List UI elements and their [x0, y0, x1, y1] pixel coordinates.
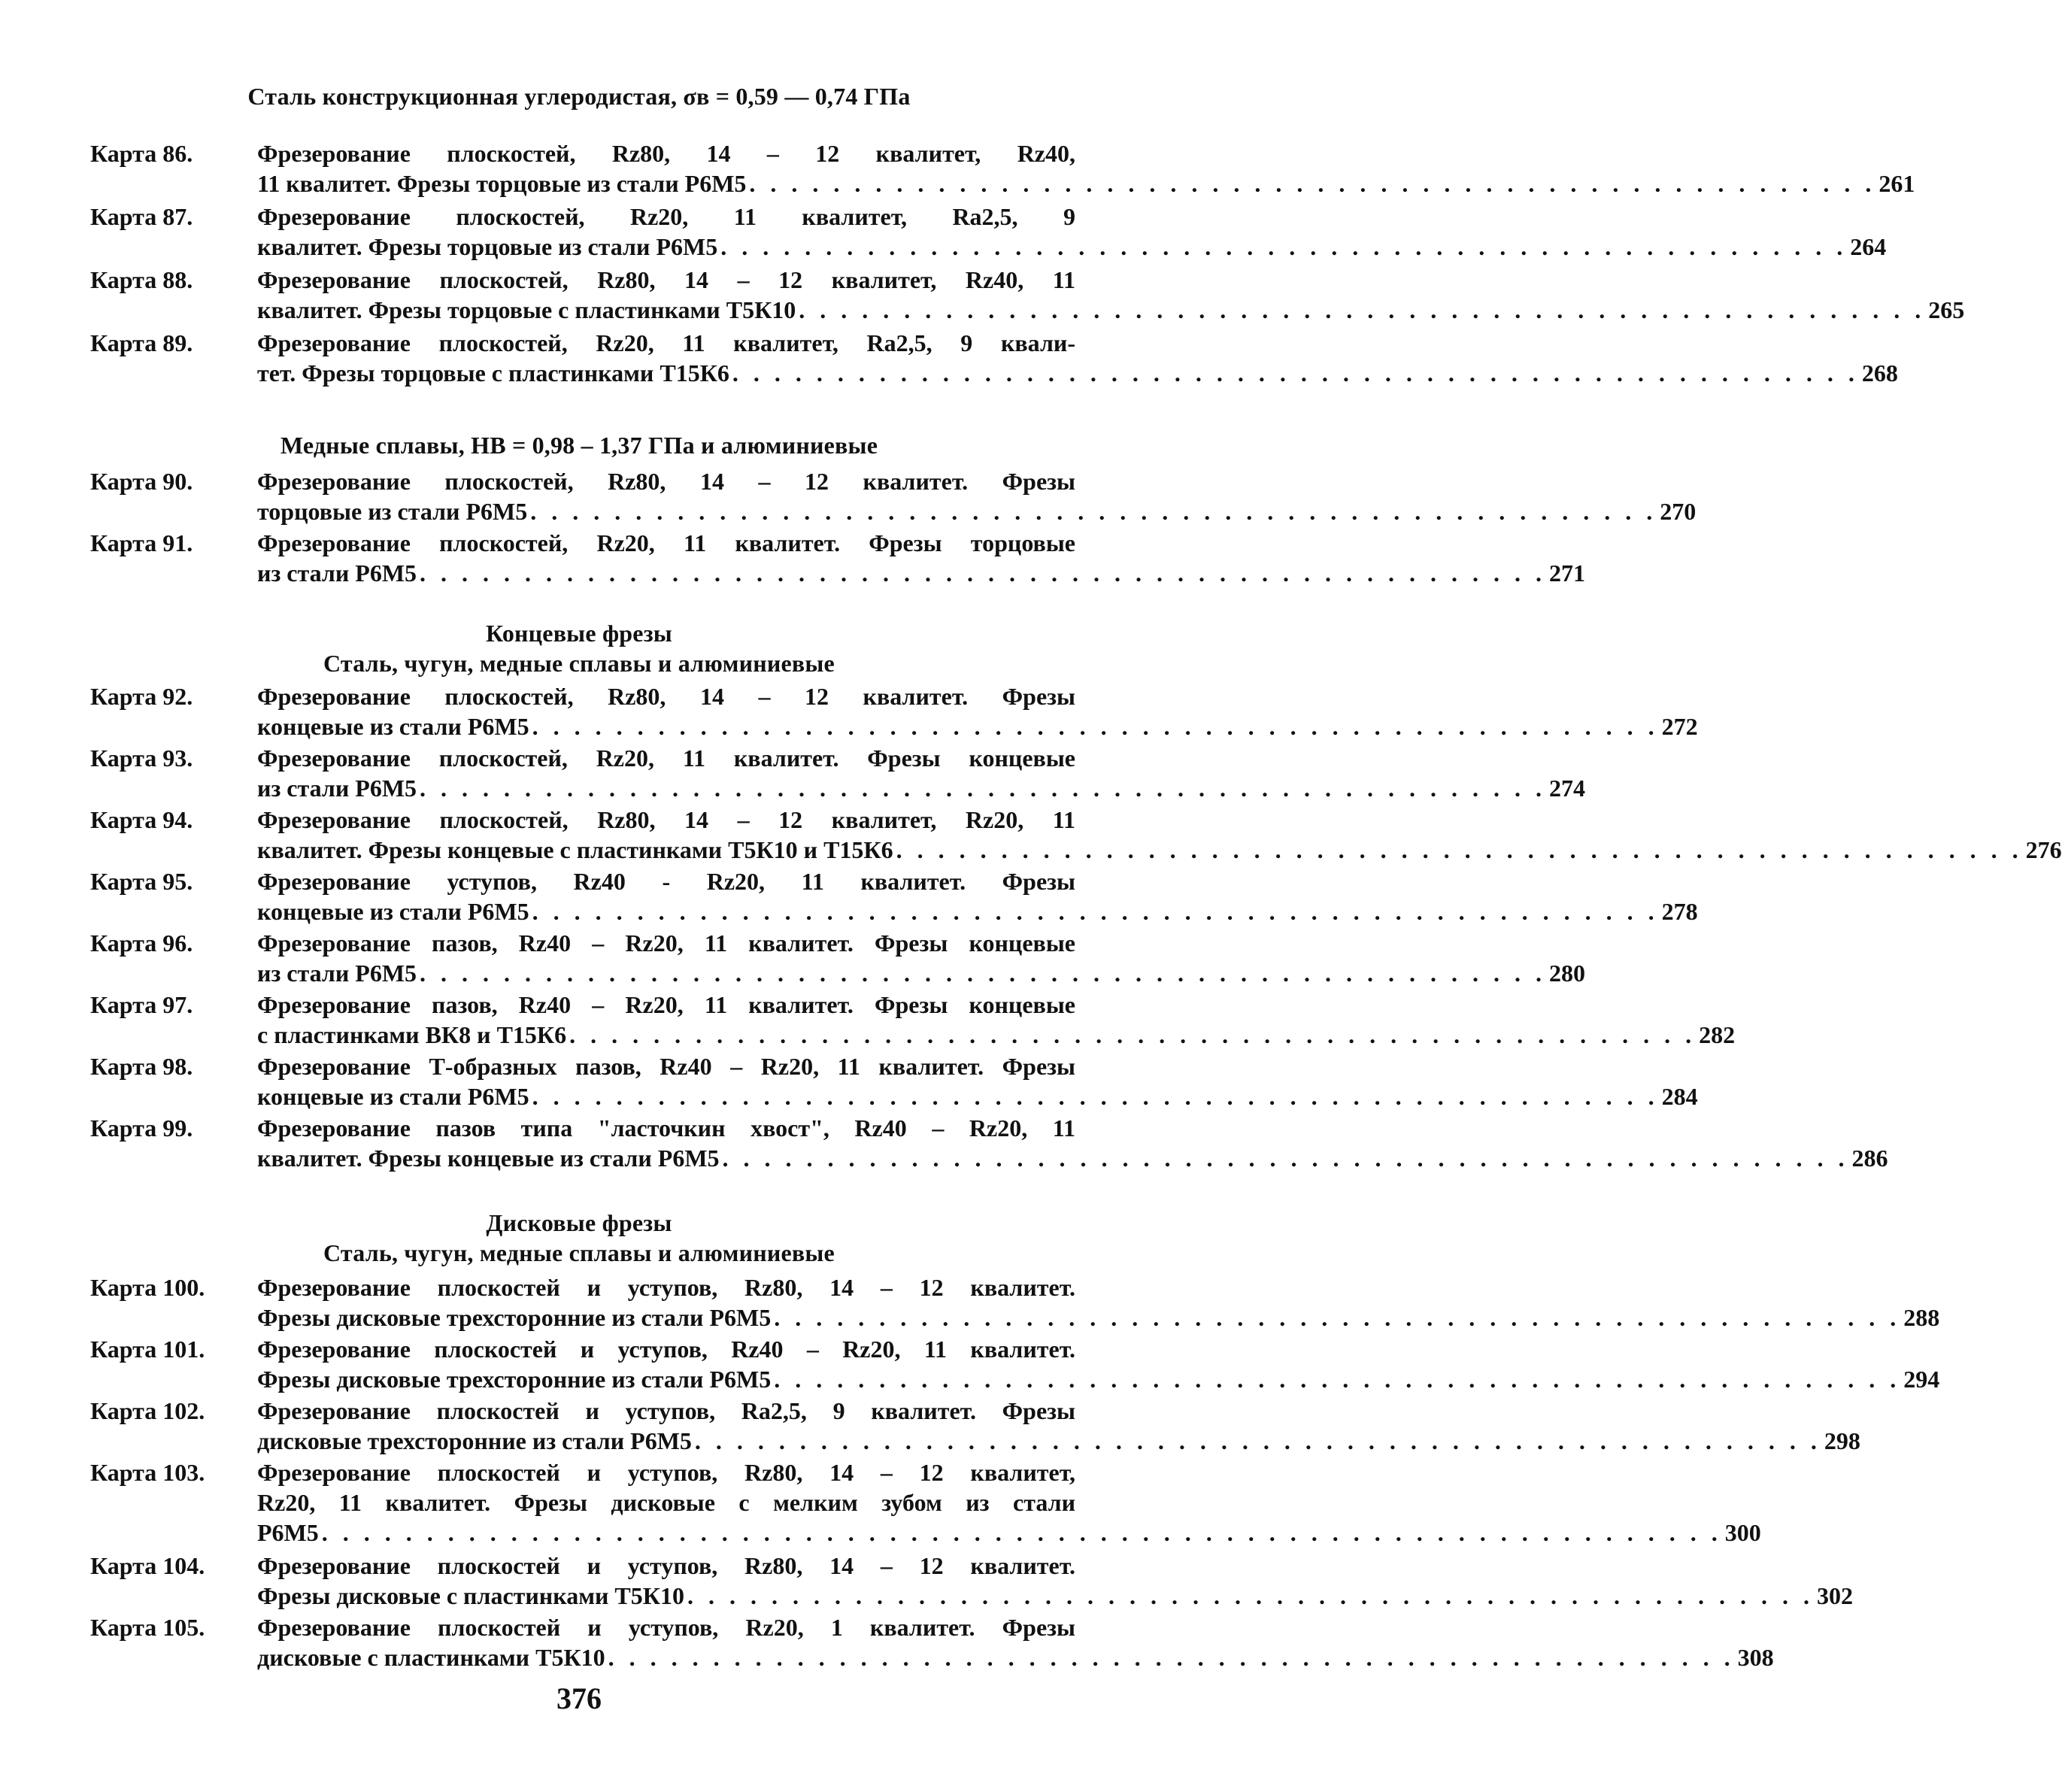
entry-line: Фрезерование плоскостей, Rz80, 14 – 12 квалитет, Rz40,	[257, 140, 1075, 167]
card-number: Карта 95.	[90, 868, 193, 895]
entry-description	[257, 1396, 1860, 1456]
section-heading-end-mills: Концевые фрезы	[486, 620, 672, 647]
entry-last-line	[257, 835, 2062, 865]
entry-last-line	[257, 496, 1697, 526]
section-heading-copper: Медные сплавы, HB = 0,98 – 1,37 ГПа и алюминиевые	[280, 432, 878, 459]
entry-last-line	[257, 1642, 1774, 1672]
entry-description	[257, 928, 1586, 988]
entry-line-text: концевые из стали Р6М5	[257, 898, 529, 925]
page-reference: 274	[1549, 775, 1586, 802]
entry-line-text: дисковые трехсторонние из стали Р6М5	[257, 1427, 692, 1454]
dot-leader: . . . . . . . . . . . . . . . . . . . . . . . . . . . . . . . . . . . . . . . . . . . . . . . . . . . . . .	[774, 1366, 1901, 1393]
entry-description	[257, 743, 1586, 803]
card-number: Карта 102.	[90, 1397, 205, 1424]
entry-description	[257, 466, 1697, 526]
entry-line-text: с пластинками ВК8 и Т15К6	[257, 1021, 567, 1048]
page-reference: 298	[1824, 1427, 1860, 1454]
card-number: Карта 92.	[90, 683, 193, 710]
entry-description	[257, 1051, 1698, 1111]
entry-line: Фрезерование пазов, Rz40 – Rz20, 11 квалитет. Фрезы концевые	[257, 929, 1075, 957]
entry-line: Фрезерование уступов, Rz40 - Rz20, 11 квалитет. Фрезы	[257, 868, 1075, 895]
entry-last-line	[257, 773, 1586, 803]
entry-line: Фрезерование плоскостей, Rz20, 11 квалитет, Ra2,5, 9 квали-	[257, 329, 1075, 356]
card-number: Карта 99.	[90, 1114, 193, 1142]
card-number: Карта 105.	[90, 1614, 205, 1641]
card-number: Карта 88.	[90, 266, 193, 293]
card-number: Карта 97.	[90, 991, 193, 1018]
entry-line-text: 11 квалитет. Фрезы торцовые из стали Р6М5	[257, 170, 747, 197]
entry-line-text: тет. Фрезы торцовые с пластинками Т15К6	[257, 359, 729, 387]
entry-description	[257, 866, 1698, 926]
dot-leader: . . . . . . . . . . . . . . . . . . . . . . . . . . . . . . . . . . . . . . . . . . . . . . . . . . . . . .	[532, 898, 1659, 925]
entry-description	[257, 1334, 1940, 1394]
entry-line: Фрезерование плоскостей и уступов, Rz80, 14 – 12 квалитет.	[257, 1274, 1075, 1301]
dot-leader: . . . . . . . . . . . . . . . . . . . . . . . . . . . . . . . . . . . . . . . . . . . . . . . . . . . . . .	[896, 836, 2023, 863]
dot-leader: . . . . . . . . . . . . . . . . . . . . . . . . . . . . . . . . . . . . . . . . . . . . . . . . . . . . . .	[420, 775, 1547, 802]
entry-line: Фрезерование плоскостей, Rz80, 14 – 12 квалитет. Фрезы	[257, 468, 1075, 495]
dot-leader: . . . . . . . . . . . . . . . . . . . . . . . . . . . . . . . . . . . . . . . . . . . . . . . . . . . . . .	[687, 1582, 1814, 1609]
entry-last-line	[257, 711, 1698, 741]
card-number: Карта 89.	[90, 329, 193, 356]
dot-leader: . . . . . . . . . . . . . . . . . . . . . . . . . . . . . . . . . . . . . . . . . . . . . . . . . . . . . .	[799, 296, 1926, 323]
entry-last-line	[257, 1426, 1860, 1456]
entry-line-text: из стали Р6М5	[257, 960, 417, 987]
entry-description	[257, 138, 1915, 199]
dot-leader: . . . . . . . . . . . . . . . . . . . . . . . . . . . . . . . . . . . . . . . . . . . . . . . . . . . . . .	[732, 359, 1859, 387]
entry-description	[257, 990, 1736, 1050]
page-reference: 271	[1549, 559, 1586, 587]
page-reference: 272	[1661, 713, 1698, 740]
page-reference: 261	[1879, 170, 1915, 197]
dot-leader: . . . . . . . . . . . . . . . . . . . . . . . . . . . . . . . . . . . . . . . . . . . . . . . . . . . . . .	[420, 960, 1547, 987]
entry-description	[257, 1551, 1853, 1611]
entry-line: Фрезерование плоскостей и уступов, Rz20, 1 квалитет. Фрезы	[257, 1614, 1075, 1641]
entry-last-line	[257, 958, 1586, 988]
card-number: Карта 87.	[90, 203, 193, 230]
entry-line: Фрезерование плоскостей, Rz20, 11 квалитет. Фрезы торцовые	[257, 529, 1075, 556]
entry-line: Фрезерование плоскостей, Rz20, 11 квалитет. Фрезы концевые	[257, 744, 1075, 772]
page-reference: 264	[1850, 233, 1887, 260]
page-number: 376	[556, 1681, 602, 1715]
section-subheading-disc: Сталь, чугун, медные сплавы и алюминиевые	[323, 1239, 835, 1266]
dot-leader: . . . . . . . . . . . . . . . . . . . . . . . . . . . . . . . . . . . . . . . . . . . . . . . . . . . . . .	[530, 498, 1657, 525]
entry-line: Фрезерование плоскостей и уступов, Rz80, 14 – 12 квалитет,	[257, 1459, 1075, 1486]
entry-last-line	[257, 896, 1698, 926]
page-reference: 294	[1903, 1366, 1940, 1393]
entry-line-text: квалитет. Фрезы концевые с пластинками Т5К10 и Т15К6	[257, 836, 893, 863]
entry-description	[257, 1272, 1940, 1333]
entry-line-text: из стали Р6М5	[257, 559, 417, 587]
card-number: Карта 98.	[90, 1053, 193, 1080]
page-reference: 280	[1549, 960, 1586, 987]
entry-description	[257, 1612, 1774, 1672]
entry-description	[257, 1113, 1888, 1173]
entry-line-text: квалитет. Фрезы торцовые с пластинками Т5К10	[257, 296, 796, 323]
dot-leader: . . . . . . . . . . . . . . . . . . . . . . . . . . . . . . . . . . . . . . . . . . . . . . . . . . . . . .	[749, 170, 1876, 197]
entry-last-line	[257, 358, 1898, 388]
entry-line: Фрезерование плоскостей и уступов, Rz40 – Rz20, 11 квалитет.	[257, 1336, 1075, 1363]
card-number: Карта 103.	[90, 1459, 205, 1486]
page-reference: 265	[1928, 296, 1965, 323]
section-subheading-end-mills: Сталь, чугун, медные сплавы и алюминиевые	[323, 650, 835, 677]
entry-line: Фрезерование пазов типа "ласточкин хвост", Rz40 – Rz20, 11	[257, 1114, 1075, 1142]
dot-leader: . . . . . . . . . . . . . . . . . . . . . . . . . . . . . . . . . . . . . . . . . . . . . . . . . . . . . .	[608, 1644, 1735, 1671]
entry-line-text: Р6М5	[257, 1519, 319, 1546]
entry-line-text: из стали Р6М5	[257, 775, 417, 802]
entry-last-line	[257, 558, 1586, 588]
card-number: Карта 91.	[90, 529, 193, 556]
entry-line: Фрезерование плоскостей, Rz80, 14 – 12 квалитет, Rz20, 11	[257, 806, 1075, 833]
entry-description	[257, 528, 1586, 588]
dot-leader: . . . . . . . . . . . . . . . . . . . . . . . . . . . . . . . . . . . . . . . . . . . . . . . . . . . . . .	[420, 559, 1547, 587]
entry-line: Фрезерование пазов, Rz40 – Rz20, 11 квалитет. Фрезы концевые	[257, 991, 1075, 1018]
entry-last-line	[257, 232, 1887, 262]
card-number: Карта 93.	[90, 744, 193, 772]
section-heading-disc: Дисковые фрезы	[486, 1209, 672, 1236]
page-reference: 286	[1851, 1145, 1888, 1172]
entry-last-line	[257, 1302, 1940, 1333]
card-number: Карта 96.	[90, 929, 193, 957]
page-reference: 284	[1661, 1083, 1698, 1110]
entry-description	[257, 202, 1887, 262]
entry-line-text: торцовые из стали Р6М5	[257, 498, 528, 525]
entry-last-line	[257, 1518, 1761, 1548]
entry-last-line	[257, 1581, 1853, 1611]
page-reference: 278	[1661, 898, 1698, 925]
dot-leader: . . . . . . . . . . . . . . . . . . . . . . . . . . . . . . . . . . . . . . . . . . . . . . . . . . . . . .	[720, 233, 1848, 260]
entry-line-text: Фрезы дисковые трехсторонние из стали Р6М5	[257, 1304, 772, 1331]
dot-leader: . . . . . . . . . . . . . . . . . . . . . . . . . . . . . . . . . . . . . . . . . . . . . . . . . . . . . .	[569, 1021, 1697, 1048]
entry-last-line	[257, 1020, 1736, 1050]
entry-line: Фрезерование плоскостей и уступов, Rz80, 14 – 12 квалитет.	[257, 1552, 1075, 1579]
entry-last-line	[257, 295, 1965, 325]
entry-line: Фрезерование плоскостей, Rz80, 14 – 12 квалитет. Фрезы	[257, 683, 1075, 710]
entry-line-text: Фрезы дисковые трехсторонние из стали Р6М5	[257, 1366, 772, 1393]
dot-leader: . . . . . . . . . . . . . . . . . . . . . . . . . . . . . . . . . . . . . . . . . . . . . . . . . . . . . .	[722, 1145, 1849, 1172]
entry-description	[257, 265, 1965, 325]
entry-line-text: концевые из стали Р6М5	[257, 713, 529, 740]
card-number: Карта 90.	[90, 468, 193, 495]
card-number: Карта 101.	[90, 1336, 205, 1363]
entry-line-text: дисковые с пластинками Т5К10	[257, 1644, 605, 1671]
entry-last-line	[257, 1143, 1888, 1173]
page-reference: 300	[1724, 1519, 1761, 1546]
page-reference: 276	[2025, 836, 2062, 863]
entry-line: Фрезерование плоскостей, Rz80, 14 – 12 квалитет, Rz40, 11	[257, 266, 1075, 293]
entry-line-text: квалитет. Фрезы торцовые из стали Р6М5	[257, 233, 718, 260]
dot-leader: . . . . . . . . . . . . . . . . . . . . . . . . . . . . . . . . . . . . . . . . . . . . . . . . . . . . . .	[532, 1083, 1659, 1110]
entry-description	[257, 328, 1898, 388]
entry-last-line	[257, 1364, 1940, 1394]
entry-last-line	[257, 1081, 1698, 1111]
entry-description	[257, 805, 2062, 865]
entry-line-text: концевые из стали Р6М5	[257, 1083, 529, 1110]
page-reference: 268	[1861, 359, 1898, 387]
page-reference: 308	[1737, 1644, 1774, 1671]
page-reference: 282	[1699, 1021, 1736, 1048]
dot-leader: . . . . . . . . . . . . . . . . . . . . . . . . . . . . . . . . . . . . . . . . . . . . . . . . . . . . . .	[694, 1427, 1821, 1454]
entry-line: Фрезерование Т-образных пазов, Rz40 – Rz20, 11 квалитет. Фрезы	[257, 1053, 1075, 1080]
entry-line-text: квалитет. Фрезы концевые из стали Р6М5	[257, 1145, 720, 1172]
entry-line: Фрезерование плоскостей, Rz20, 11 квалитет, Ra2,5, 9	[257, 203, 1075, 230]
page-reference: 288	[1903, 1304, 1940, 1331]
entry-line-text: Фрезы дисковые с пластинками Т5К10	[257, 1582, 684, 1609]
entry-description	[257, 1457, 1761, 1548]
entry-line: Rz20, 11 квалитет. Фрезы дисковые с мелким зубом из стали	[257, 1489, 1075, 1516]
dot-leader: . . . . . . . . . . . . . . . . . . . . . . . . . . . . . . . . . . . . . . . . . . . . . . . . . . . . . . . . . . . . . . . . . . .	[321, 1519, 1722, 1546]
card-number: Карта 104.	[90, 1552, 205, 1579]
page-reference: 302	[1816, 1582, 1853, 1609]
card-number: Карта 94.	[90, 806, 193, 833]
entry-description	[257, 681, 1698, 741]
dot-leader: . . . . . . . . . . . . . . . . . . . . . . . . . . . . . . . . . . . . . . . . . . . . . . . . . . . . . .	[774, 1304, 1901, 1331]
card-number: Карта 100.	[90, 1274, 205, 1301]
card-number: Карта 86.	[90, 140, 193, 167]
dot-leader: . . . . . . . . . . . . . . . . . . . . . . . . . . . . . . . . . . . . . . . . . . . . . . . . . . . . . .	[532, 713, 1659, 740]
section-heading-steel: Сталь конструкционная углеродистая, σв = 0,59 — 0,74 ГПа	[247, 83, 911, 110]
entry-last-line	[257, 168, 1915, 199]
page-reference: 270	[1660, 498, 1697, 525]
entry-line: Фрезерование плоскостей и уступов, Ra2,5, 9 квалитет. Фрезы	[257, 1397, 1075, 1424]
